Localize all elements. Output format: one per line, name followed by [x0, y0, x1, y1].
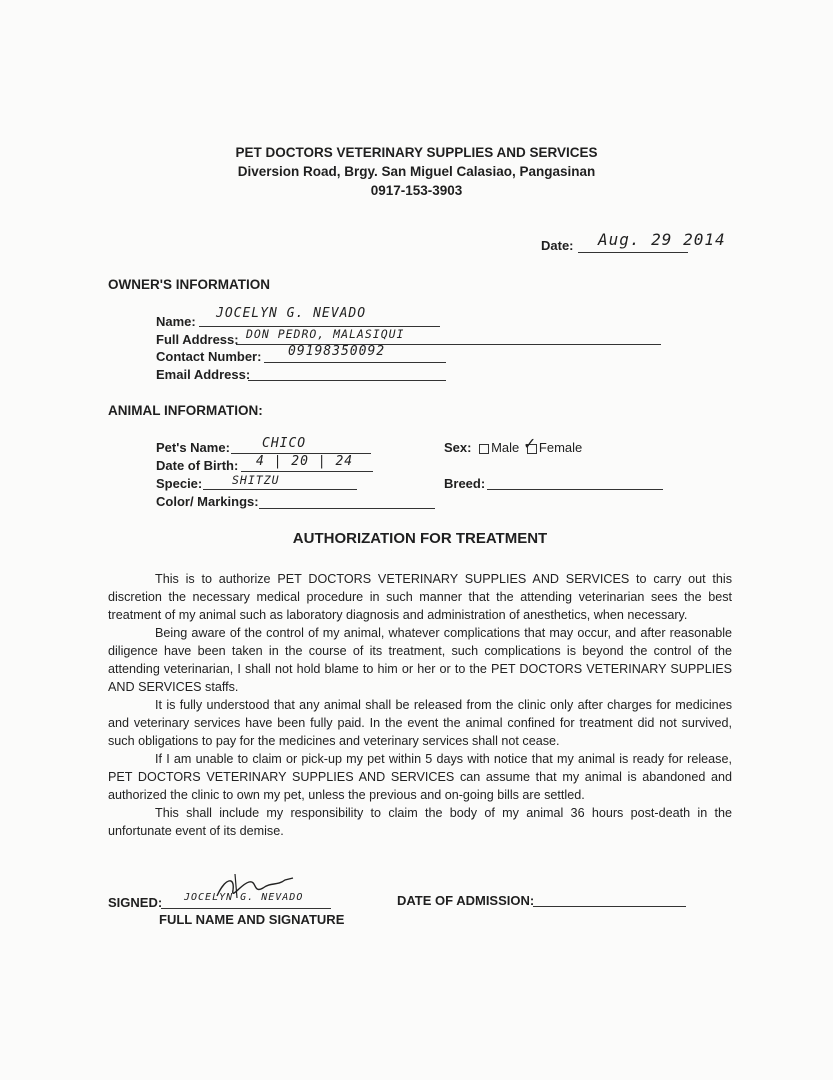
- male-option-label: Male: [491, 440, 520, 455]
- owner-name-value[interactable]: JOCELYN G. NEVADO: [216, 306, 367, 321]
- company-name: PET DOCTORS VETERINARY SUPPLIES AND SERVICES: [235, 145, 598, 160]
- specie-label: Specie:: [156, 476, 203, 491]
- owner-name-label: Name:: [156, 314, 196, 329]
- auth-paragraph-4: If I am unable to claim or pick-up my pet within 5 days with notice that my animal is ready for release, PET DOCTORS VETERINARY SUPPLIES AND SERVICES can assume that my animal is abandoned and authorized the clinic to own my pet, unless the previous and on-going bills are settled.: [108, 752, 732, 802]
- date-underline: [578, 252, 688, 253]
- auth-paragraph-1: This is to authorize PET DOCTORS VETERINARY SUPPLIES AND SERVICES to carry out this discretion the necessary medical procedure in such manner that the attending veterinarian sees the best treatment of my animal such as laboratory diagnosis and administration of anesthetics, when necessary.: [108, 572, 732, 622]
- sex-field: [444, 440, 582, 455]
- breed-label: Breed:: [444, 476, 486, 491]
- date-value[interactable]: Aug. 29 2014: [598, 230, 726, 249]
- breed-line[interactable]: [487, 489, 663, 490]
- owner-contact-label: Contact Number:: [156, 349, 262, 364]
- dob-value[interactable]: 4 | 20 | 24: [256, 454, 354, 469]
- auth-paragraph-2: Being aware of the control of my animal, whatever complications that may occur, and after reasonable diligence have been taken in the course of its treatment, such complications is beyond the control of the attending veterinarian, I shall not hold blame to him or her or to the PET DOCTORS VETERINARY SUPPLIES AND SERVICES staffs.: [108, 626, 732, 694]
- color-markings-line[interactable]: [259, 508, 435, 509]
- male-checkbox[interactable]: [479, 444, 489, 454]
- dob-line: [241, 471, 373, 472]
- owner-section-title: OWNER'S INFORMATION: [108, 277, 270, 292]
- auth-paragraph-5: This shall include my responsibility to claim the body of my animal 36 hours post-death in the unfortunate event of its demise.: [108, 806, 732, 838]
- animal-section-title: ANIMAL INFORMATION:: [108, 403, 263, 418]
- owner-address-value[interactable]: DON PEDRO, MALASIQUI: [246, 327, 405, 341]
- admission-date-line[interactable]: [533, 906, 686, 907]
- dob-label: Date of Birth:: [156, 458, 239, 473]
- sex-label: Sex:: [444, 440, 472, 455]
- date-label: Date:: [541, 238, 574, 253]
- signed-line: [161, 908, 331, 909]
- female-option-label: Female: [538, 440, 583, 455]
- pet-name-value[interactable]: CHICO: [262, 436, 307, 451]
- signed-label: SIGNED:: [108, 895, 163, 910]
- owner-contact-value[interactable]: 09198350092: [288, 344, 386, 359]
- auth-paragraph-3: It is fully understood that any animal shall be released from the clinic only after charges for medicines and veterinary services have been fully paid. In the event the animal confined for treatment did not survived, such obligations to pay for the medicines and veterinary services shall not cease.: [108, 698, 732, 748]
- company-address: Diversion Road, Brgy. San Miguel Calasiao, Pangasinan: [237, 164, 596, 179]
- color-markings-label: Color/ Markings:: [156, 494, 259, 509]
- pet-name-label: Pet's Name:: [156, 440, 230, 455]
- admission-date-label: DATE OF ADMISSION:: [397, 893, 535, 908]
- signature-caption: FULL NAME AND SIGNATURE: [159, 912, 345, 927]
- owner-address-label: Full Address:: [156, 332, 239, 347]
- signed-name-value[interactable]: JOCELYN G. NEVADO: [184, 892, 304, 903]
- checkmark-icon: ✓: [523, 434, 537, 453]
- authorization-title: AUTHORIZATION FOR TREATMENT: [292, 530, 548, 547]
- owner-contact-line: [264, 362, 446, 363]
- owner-email-line[interactable]: [248, 380, 446, 381]
- owner-email-label: Email Address:: [156, 367, 251, 382]
- specie-value[interactable]: SHITZU: [232, 473, 280, 487]
- company-phone: 0917-153-3903: [370, 183, 463, 198]
- signature-scribble: [205, 870, 305, 904]
- specie-line: [203, 489, 357, 490]
